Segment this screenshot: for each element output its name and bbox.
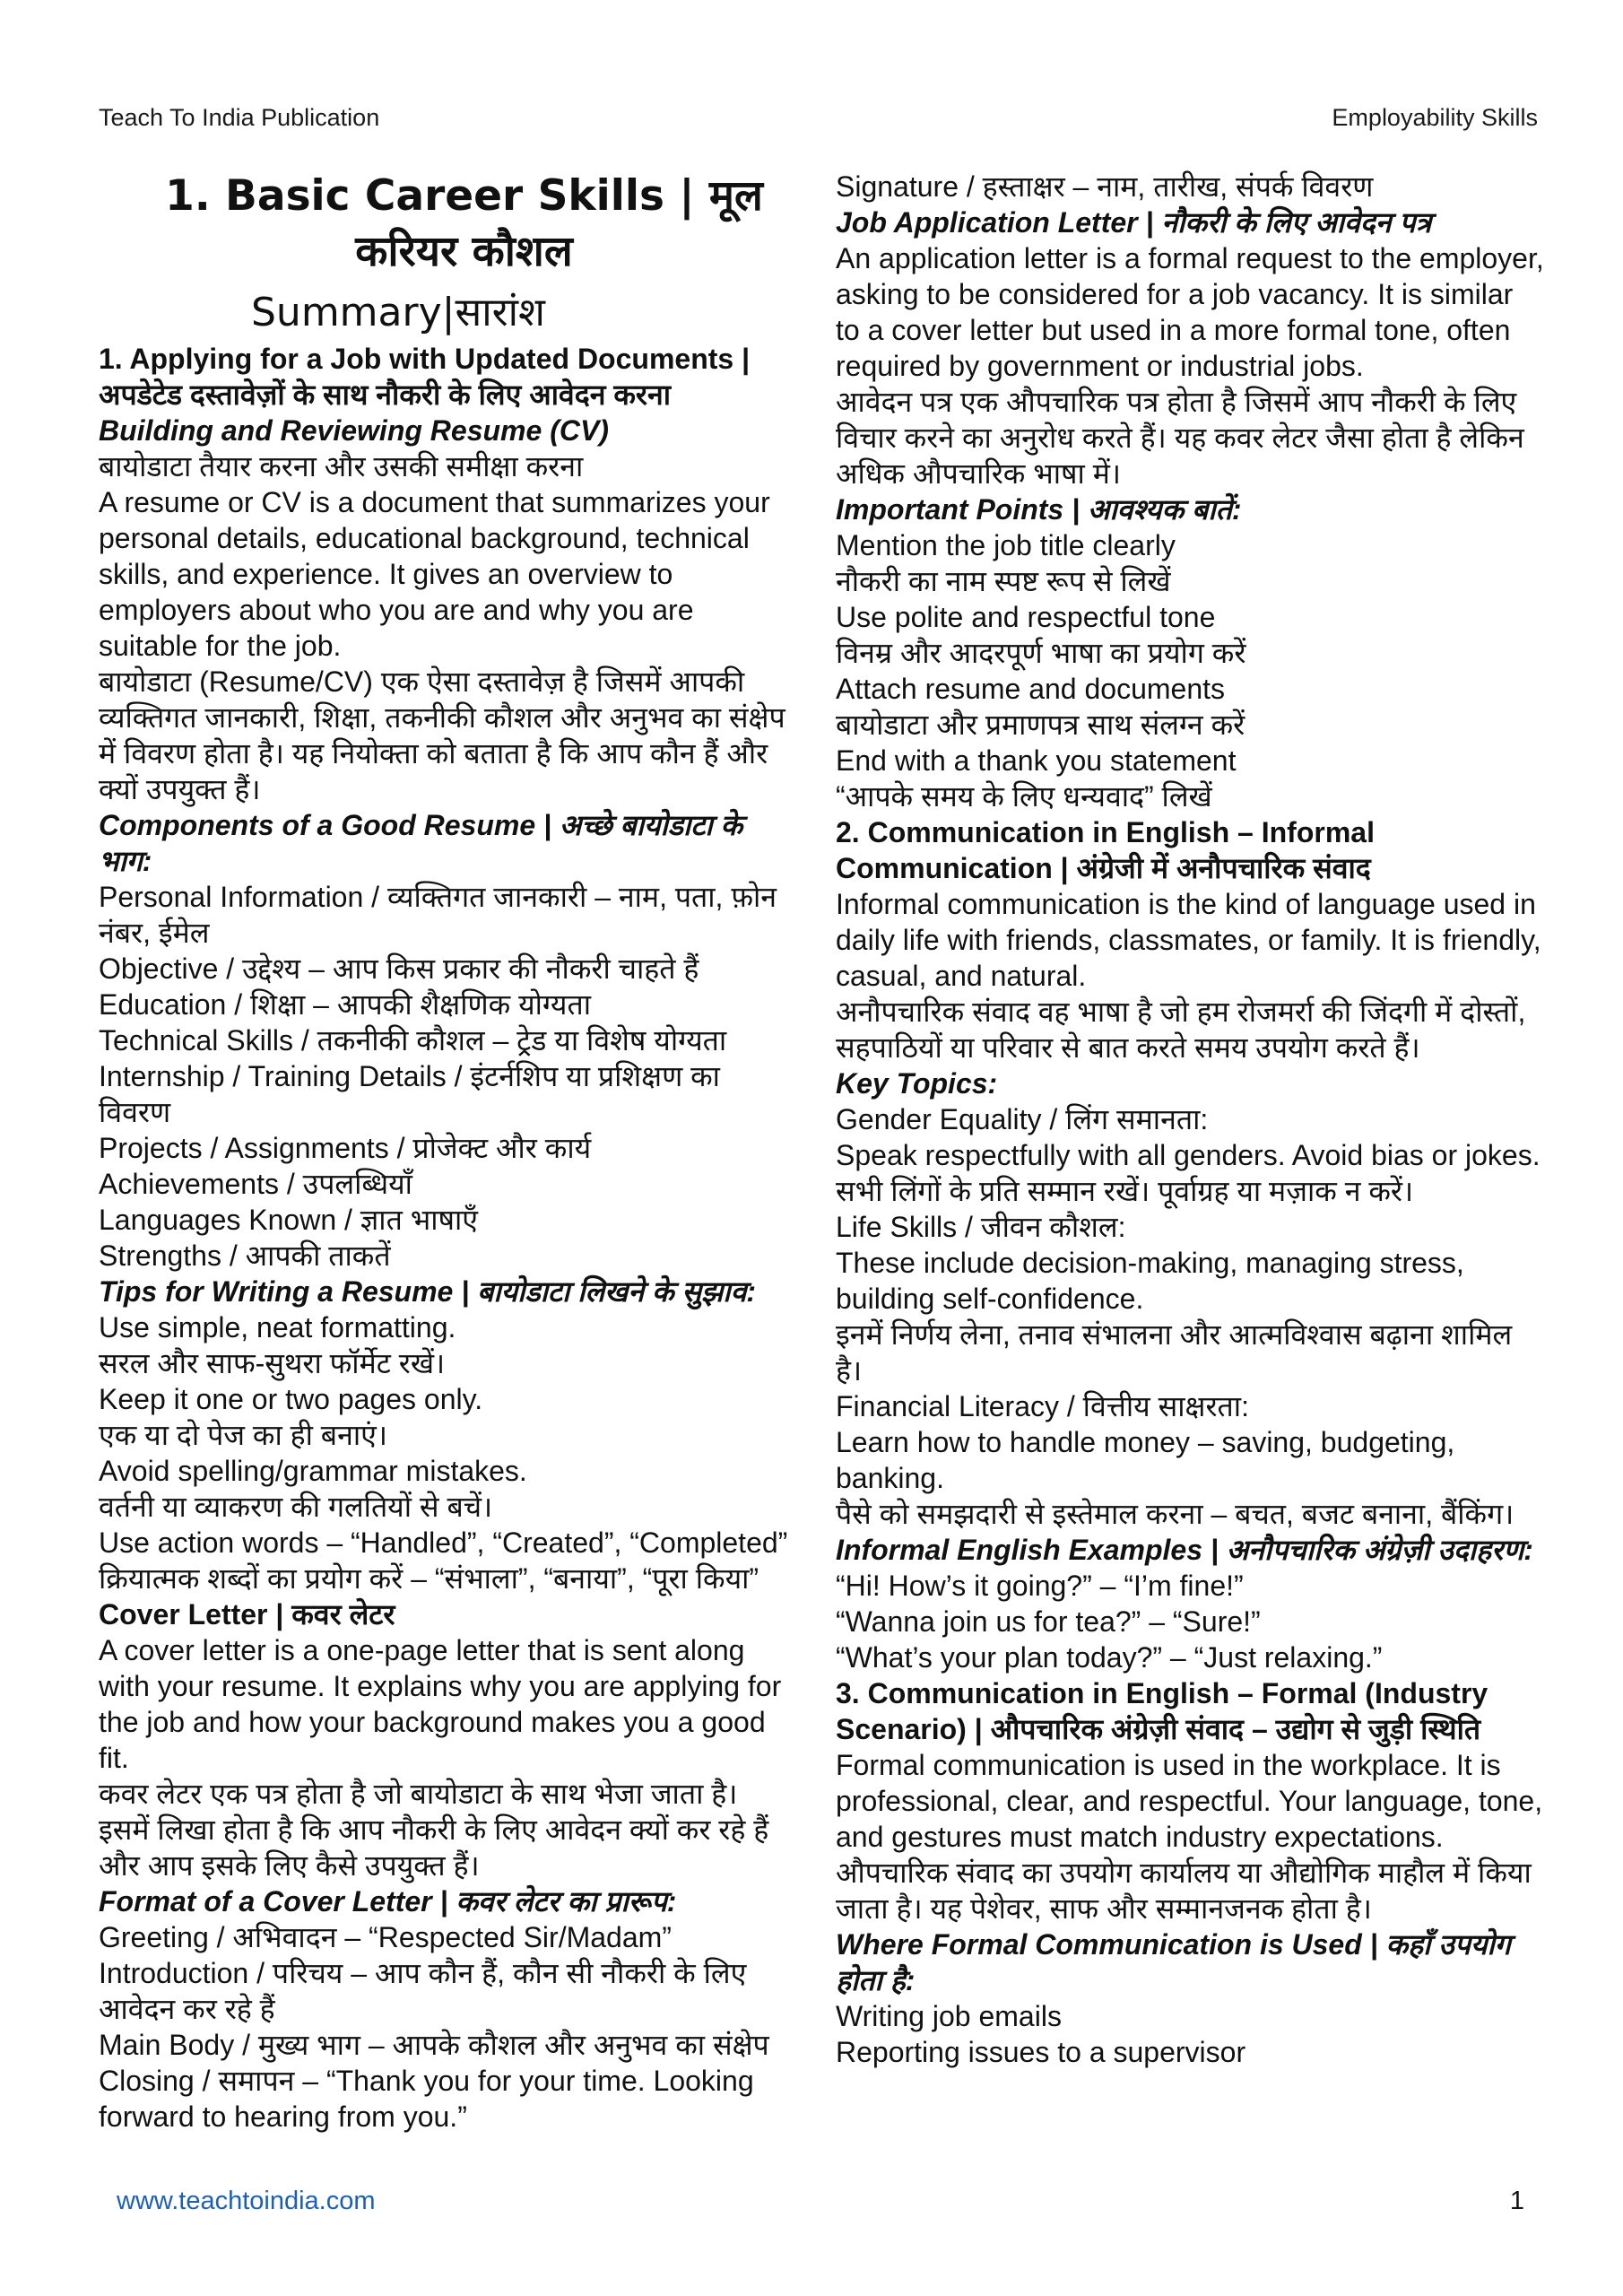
body-text: Closing / समापन – “Thank you for your time. Looking forward to hearing from you.” [99,2065,754,2133]
body-text: Education / शिक्षा – आपकी शैक्षणिक योग्यता [99,988,592,1021]
body-text: Learn how to handle money – saving, budgeting, banking. [836,1426,1455,1494]
body-text: इनमें निर्णय लेना, तनाव संभालना और आत्मविश्वास बढ़ाना शामिल है। [836,1318,1513,1387]
section-heading: 3. Communication in English – Formal (Industry Scenario) | औपचारिक अंग्रेज़ी संवाद – उद्योग से जुड़ी स्थिति [836,1677,1488,1745]
body-text: Mention the job title clearly [836,529,1176,561]
body-text: “What’s your plan today?” – “Just relaxing.” [836,1641,1383,1674]
body-text: Use polite and respectful tone [836,601,1216,633]
body-text: Projects / Assignments / प्रोजेक्ट और कार्य [99,1132,592,1164]
body-text: Internship / Training Details / इंटर्नशिप या प्रशिक्षण का विवरण [99,1060,720,1128]
body-text: सरल और साफ-सुथरा फॉर्मेट रखें। [99,1347,446,1379]
right-column-content [836,169,1544,2070]
subsection-heading: Building and Reviewing Resume (CV) [99,414,609,447]
body-text: Keep it one or two pages only. [99,1383,483,1415]
body-text: बायोडाटा और प्रमाणपत्र साथ संलग्न करें [836,709,1245,741]
body-text: बायोडाटा (Resume/CV) एक ऐसा दस्तावेज़ है जिसमें आपकी व्यक्तिगत जानकारी, शिक्षा, तकनीकी कौशल और अनुभव का संक्षेप में विवरण होता है। यह नियोक्ता को बताता है कि आप कौन हैं और क्यों उपयुक्त हैं। [99,665,785,805]
body-text: वर्तनी या व्याकरण की गलतियों से बचें। [99,1491,493,1523]
body-text: सभी लिंगों के प्रति सम्मान रखें। पूर्वाग्रह या मज़ाक न करें। [836,1175,1414,1207]
header-publisher: Teach To India Publication [99,104,380,131]
body-text: Use simple, neat formatting. [99,1311,456,1344]
body-text: अनौपचारिक संवाद वह भाषा है जो हम रोजमर्रा की जिंदगी में दोस्तों, सहपाठियों या परिवार से बात करते समय उपयोग करते हैं। [836,996,1526,1064]
body-text: A resume or CV is a document that summarizes your personal details, educational background, technical skills, and experience. It gives an overview to employers about who you are and why you are suitable for the job. [99,486,770,662]
left-column-content [99,341,794,2135]
body-text: Speak respectfully with all genders. Avoid bias or jokes. [836,1139,1541,1171]
body-text: Attach resume and documents [836,673,1226,705]
body-text: Use action words – “Handled”, “Created”, “Completed” [99,1526,788,1559]
right-column [836,169,1544,2070]
body-text: पैसे को समझदारी से इस्तेमाल करना – बचत, बजट बनाना, बैंकिंग। [836,1498,1515,1530]
body-text: Objective / उद्देश्य – आप किस प्रकार की नौकरी चाहते हैं [99,952,699,985]
subsection-heading: Tips for Writing a Resume | बायोडाटा लिखने के सुझाव: [99,1275,757,1308]
body-text: Technical Skills / तकनीकी कौशल – ट्रेड या विशेष योग्यता [99,1024,727,1057]
body-text: आवेदन पत्र एक औपचारिक पत्र होता है जिसमें आप नौकरी के लिए विचार करने का अनुरोध करते हैं। यह कवर लेटर जैसा होता है लेकिन अधिक औपचारिक भाषा में। [836,386,1524,490]
body-text: Informal communication is the kind of language used in daily life with friends, classmates, or family. It is friendly, casual, and natural. [836,888,1541,992]
body-text: Personal Information / व्यक्तिगत जानकारी – नाम, पता, फ़ोन नंबर, ईमेल [99,881,777,949]
subsection-heading: Where Formal Communication is Used | कहाँ उपयोग होता है: [836,1928,1511,1996]
subsection-heading: Important Points | आवश्यक बातें: [836,493,1242,526]
body-text: Achievements / उपलब्धियाँ [99,1168,412,1200]
subsection-heading: Key Topics: [836,1067,998,1100]
body-text: Main Body / मुख्य भाग – आपके कौशल और अनुभव का संक्षेप [99,2029,769,2061]
chapter-title: 1. Basic Career Skills | मूल करियर कौशल [165,171,763,276]
body-text: Writing job emails [836,2000,1062,2032]
section-heading: Cover Letter | कवर लेटर [99,1598,395,1631]
body-text: Introduction / परिचय – आप कौन हैं, कौन सी नौकरी के लिए आवेदन कर रहे हैं [99,1957,747,2025]
body-text: Reporting issues to a supervisor [836,2036,1246,2068]
subsection-heading: Informal English Examples | अनौपचारिक अंग्रेज़ी उदाहरण: [836,1534,1533,1566]
subsection-heading: Components of a Good Resume | अच्छे बायोडाटा के भाग: [99,809,743,877]
summary-heading: Summary|सारांश [251,290,545,335]
body-text: “Wanna join us for tea?” – “Sure!” [836,1605,1261,1638]
page-number: 1 [1509,2187,1524,2215]
body-text: Signature / हस्ताक्षर – नाम, तारीख, संपर्क विवरण [836,170,1374,203]
body-text: End with a thank you statement [836,744,1237,777]
body-text: Gender Equality / लिंग समानता: [836,1103,1209,1135]
body-text: “आपके समय के लिए धन्यवाद” लिखें [836,780,1212,813]
body-text: A cover letter is a one-page letter that is sent along with your resume. It explains why you are applying for the job and how your background makes you a good fit. [99,1634,782,1774]
header-subject: Employability Skills [1332,104,1538,131]
body-text: कवर लेटर एक पत्र होता है जो बायोडाटा के साथ भेजा जाता है। इसमें लिखा होता है कि आप नौकरी के लिए आवेदन क्यों कर रहे हैं और आप इसके लिए कैसे उपयुक्त हैं। [99,1778,769,1882]
subsection-heading: Format of a Cover Letter | कवर लेटर का प्रारूप: [99,1885,677,1918]
body-text: Strengths / आपकी ताकतें [99,1239,391,1272]
body-text: “Hi! How’s it going?” – “I’m fine!” [836,1570,1244,1602]
body-text: Greeting / अभिवादन – “Respected Sir/Madam” [99,1921,672,1953]
body-text: Formal communication is used in the workplace. It is professional, clear, and respectful. Your language, tone, and gestures must match industry expectations. [836,1749,1543,1853]
body-text: विनम्र और आदरपूर्ण भाषा का प्रयोग करें [836,637,1246,669]
body-text: These include decision-making, managing stress, building self-confidence. [836,1247,1464,1315]
body-text: Languages Known / ज्ञात भाषाएँ [99,1204,478,1236]
body-text: नौकरी का नाम स्पष्ट रूप से लिखें [836,565,1171,597]
body-text: Life Skills / जीवन कौशल: [836,1211,1126,1243]
body-text: Avoid spelling/grammar mistakes. [99,1455,527,1487]
body-text: औपचारिक संवाद का उपयोग कार्यालय या औद्योगिक माहौल में किया जाता है। यह पेशेवर, साफ और सम्मानजनक होता है। [836,1857,1532,1925]
section-heading: 1. Applying for a Job with Updated Documents | अपडेटेड दस्तावेज़ों के साथ नौकरी के लिए आवेदन करना [99,343,751,411]
body-text: Financial Literacy / वित्तीय साक्षरता: [836,1390,1249,1422]
body-text: क्रियात्मक शब्दों का प्रयोग करें – “संभाला”, “बनाया”, “पूरा किया” [99,1562,759,1595]
website-link[interactable]: www.teachtoindia.com [117,2187,376,2215]
left-column [99,169,794,2135]
section-heading: 2. Communication in English – Informal Communication | अंग्रेजी में अनौपचारिक संवाद [836,816,1375,884]
subsection-heading: Job Application Letter | नौकरी के लिए आवेदन पत्र [836,206,1432,239]
body-text: एक या दो पेज का ही बनाएं। [99,1419,387,1451]
body-text: बायोडाटा तैयार करना और उसकी समीक्षा करना [99,450,584,483]
body-text: An application letter is a formal request to the employer, asking to be considered for a job vacancy. It is similar to a cover letter but used in a more formal tone, often required by government or industrial jobs. [836,242,1544,382]
